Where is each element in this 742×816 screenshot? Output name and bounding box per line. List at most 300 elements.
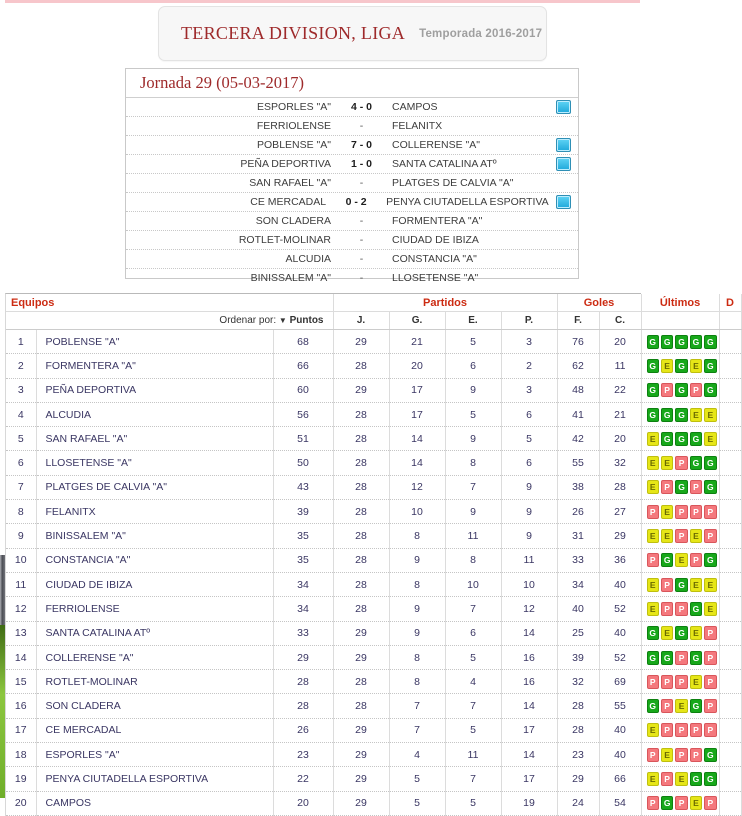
form-badge-p[interactable]: P <box>704 505 716 519</box>
row-points: 33 <box>273 621 333 645</box>
match-away-team: COLLERENSE "A" <box>392 139 480 151</box>
row-drawn: 11 <box>445 524 501 548</box>
row-points: 34 <box>273 597 333 621</box>
match-row[interactable] <box>126 231 578 250</box>
form-badge-p[interactable]: P <box>704 675 716 689</box>
form-badge-e[interactable]: E <box>690 529 702 543</box>
row-team-name[interactable]: FORMENTERA "A" <box>36 354 273 378</box>
tv-icon[interactable] <box>556 157 571 171</box>
row-won: 9 <box>389 597 445 621</box>
col-f[interactable]: F. <box>557 312 599 330</box>
form-badge-g[interactable]: G <box>661 553 673 567</box>
row-team-name[interactable]: BINISSALEM "A" <box>36 524 273 548</box>
form-badge-p[interactable]: P <box>704 651 716 665</box>
row-d-cell <box>719 645 741 669</box>
standings-group-header-row <box>6 294 741 312</box>
match-home-team: POBLENSE "A" <box>257 139 331 151</box>
sort-control[interactable] <box>6 312 333 330</box>
row-goals-for: 42 <box>557 427 599 451</box>
form-badge-g[interactable]: G <box>704 383 716 397</box>
row-points: 22 <box>273 767 333 791</box>
row-d-cell <box>719 597 741 621</box>
row-team-name[interactable]: LLOSETENSE "A" <box>36 451 273 475</box>
match-row[interactable] <box>126 212 578 231</box>
form-badge-e[interactable]: E <box>690 675 702 689</box>
row-won: 5 <box>389 791 445 815</box>
match-icon-cell <box>548 100 578 114</box>
row-played: 28 <box>333 475 389 499</box>
form-badge-p[interactable]: P <box>661 578 673 592</box>
table-row[interactable] <box>6 743 741 767</box>
form-badge-g[interactable]: G <box>661 335 673 349</box>
table-row[interactable] <box>6 378 741 402</box>
row-goals-against: 55 <box>599 694 641 718</box>
form-badge-p[interactable]: P <box>661 723 673 737</box>
row-position: 14 <box>6 645 36 669</box>
form-badge-g[interactable]: G <box>690 699 702 713</box>
form-badge-p[interactable]: P <box>675 505 687 519</box>
col-ultimos-sub <box>641 312 719 330</box>
match-away-team: LLOSETENSE "A" <box>392 272 479 284</box>
row-form-cell <box>641 597 719 621</box>
form-badge-p[interactable]: P <box>675 456 687 470</box>
row-position: 13 <box>6 621 36 645</box>
form-badge-g[interactable]: G <box>690 602 702 616</box>
row-form-cell <box>641 402 719 426</box>
col-j[interactable]: J. <box>333 312 389 330</box>
match-away-team: FELANITX <box>392 120 443 132</box>
table-row[interactable] <box>6 524 741 548</box>
row-goals-against: 40 <box>599 621 641 645</box>
row-goals-against: 20 <box>599 330 641 354</box>
match-row[interactable] <box>126 193 578 212</box>
form-badge-e[interactable]: E <box>690 626 702 640</box>
form-badge-p[interactable]: P <box>704 699 716 713</box>
form-badge-p[interactable]: P <box>690 748 702 762</box>
form-badge-p[interactable]: P <box>647 796 659 810</box>
row-goals-against: 28 <box>599 475 641 499</box>
table-row[interactable] <box>6 645 741 669</box>
form-badge-e[interactable]: E <box>704 602 716 616</box>
row-lost: 16 <box>501 645 557 669</box>
match-away-team: CONSTANCIA "A" <box>392 253 477 265</box>
row-team-name[interactable]: PLATGES DE CALVIA "A" <box>36 475 273 499</box>
row-goals-for: 28 <box>557 718 599 742</box>
row-points: 50 <box>273 451 333 475</box>
form-badge-p[interactable]: P <box>647 553 659 567</box>
row-team-name[interactable]: CAMPOS <box>36 791 273 815</box>
form-badge-g[interactable]: G <box>675 480 687 494</box>
form-badge-p[interactable]: P <box>661 602 673 616</box>
table-row[interactable] <box>6 670 741 694</box>
match-row[interactable] <box>126 98 578 117</box>
form-badge-g[interactable]: G <box>647 335 659 349</box>
row-team-name[interactable]: SANTA CATALINA ATº <box>36 621 273 645</box>
match-row[interactable] <box>126 155 578 174</box>
row-goals-against: 22 <box>599 378 641 402</box>
row-played: 28 <box>333 500 389 524</box>
form-badge-e[interactable]: E <box>661 359 673 373</box>
row-points: 35 <box>273 524 333 548</box>
form-badge-g[interactable]: G <box>647 383 659 397</box>
form-badge-e[interactable]: E <box>661 748 673 762</box>
row-lost: 16 <box>501 670 557 694</box>
form-badge-g[interactable]: G <box>704 456 716 470</box>
table-row[interactable] <box>6 500 741 524</box>
form-badge-e[interactable]: E <box>690 796 702 810</box>
row-form-cell <box>641 645 719 669</box>
row-drawn: 5 <box>445 330 501 354</box>
match-row[interactable] <box>126 174 578 193</box>
row-team-name[interactable]: POBLENSE "A" <box>36 330 273 354</box>
row-played: 28 <box>333 451 389 475</box>
row-points: 68 <box>273 330 333 354</box>
row-position: 5 <box>6 427 36 451</box>
form-badge-e[interactable]: E <box>647 578 659 592</box>
row-goals-against: 20 <box>599 427 641 451</box>
table-row[interactable] <box>6 330 741 354</box>
row-lost: 10 <box>501 572 557 596</box>
table-row[interactable] <box>6 767 741 791</box>
form-badge-e[interactable]: E <box>661 505 673 519</box>
row-d-cell <box>719 354 741 378</box>
form-badge-e[interactable]: E <box>661 456 673 470</box>
row-lost: 2 <box>501 354 557 378</box>
row-points: 28 <box>273 670 333 694</box>
form-badge-p[interactable]: P <box>675 602 687 616</box>
row-team-name[interactable]: COLLERENSE "A" <box>36 645 273 669</box>
form-badge-e[interactable]: E <box>704 578 716 592</box>
row-goals-for: 34 <box>557 572 599 596</box>
form-badge-e[interactable]: E <box>675 553 687 567</box>
form-badge-g[interactable]: G <box>704 772 716 786</box>
row-played: 29 <box>333 767 389 791</box>
row-d-cell <box>719 572 741 596</box>
row-points: 60 <box>273 378 333 402</box>
row-drawn: 11 <box>445 743 501 767</box>
form-badge-g[interactable]: G <box>661 796 673 810</box>
row-position: 11 <box>6 572 36 596</box>
table-row[interactable] <box>6 597 741 621</box>
form-badge-g[interactable]: G <box>675 335 687 349</box>
row-d-cell <box>719 524 741 548</box>
row-form-cell <box>641 791 719 815</box>
row-points: 29 <box>273 645 333 669</box>
table-row[interactable] <box>6 694 741 718</box>
col-c[interactable]: C. <box>599 312 641 330</box>
match-score: - <box>359 120 364 132</box>
form-badges <box>644 626 717 640</box>
match-away-team: FORMENTERA "A" <box>392 215 483 227</box>
form-badge-p[interactable]: P <box>661 675 673 689</box>
row-team-name[interactable]: CIUDAD DE IBIZA <box>36 572 273 596</box>
table-row[interactable] <box>6 354 741 378</box>
row-goals-for: 33 <box>557 548 599 572</box>
form-badge-g[interactable]: G <box>675 578 687 592</box>
row-goals-for: 62 <box>557 354 599 378</box>
col-g[interactable]: G. <box>389 312 445 330</box>
form-badge-e[interactable]: E <box>647 723 659 737</box>
form-badge-e[interactable]: E <box>675 772 687 786</box>
row-won: 8 <box>389 670 445 694</box>
form-badge-p[interactable]: P <box>661 699 673 713</box>
match-score: 7 - 0 <box>350 139 372 151</box>
form-badge-p[interactable]: P <box>675 796 687 810</box>
form-badge-g[interactable]: G <box>690 772 702 786</box>
form-badge-g[interactable]: G <box>647 699 659 713</box>
form-badge-e[interactable]: E <box>647 432 659 446</box>
row-form-cell <box>641 475 719 499</box>
row-goals-against: 69 <box>599 670 641 694</box>
form-badge-g[interactable]: G <box>690 432 702 446</box>
form-badge-g[interactable]: G <box>647 408 659 422</box>
row-form-cell <box>641 451 719 475</box>
sort-value[interactable]: Puntos <box>289 315 324 326</box>
form-badge-p[interactable]: P <box>675 675 687 689</box>
table-row[interactable] <box>6 548 741 572</box>
form-badge-p[interactable]: P <box>647 505 659 519</box>
table-row[interactable] <box>6 475 741 499</box>
row-points: 39 <box>273 500 333 524</box>
form-badge-g[interactable]: G <box>704 480 716 494</box>
row-points: 20 <box>273 791 333 815</box>
row-points: 28 <box>273 694 333 718</box>
form-badge-p[interactable]: P <box>675 651 687 665</box>
tv-icon[interactable] <box>556 100 571 114</box>
chevron-down-icon[interactable]: ▼ <box>278 316 287 325</box>
row-form-cell <box>641 427 719 451</box>
match-score: - <box>359 253 364 265</box>
form-badge-e[interactable]: E <box>690 578 702 592</box>
match-home-team: ROTLET-MOLINAR <box>238 234 331 246</box>
page-title: TERCERA DIVISION, LIGA <box>181 23 406 43</box>
form-badges <box>644 335 717 349</box>
match-row[interactable] <box>126 250 578 269</box>
row-lost: 3 <box>501 378 557 402</box>
form-badge-p[interactable]: P <box>675 748 687 762</box>
row-points: 35 <box>273 548 333 572</box>
match-row[interactable] <box>126 269 578 287</box>
form-badge-p[interactable]: P <box>675 529 687 543</box>
match-away-team: PENYA CIUTADELLA ESPORTIVA <box>386 196 549 208</box>
row-team-name[interactable]: CONSTANCIA "A" <box>36 548 273 572</box>
form-badge-p[interactable]: P <box>690 383 702 397</box>
row-won: 20 <box>389 354 445 378</box>
match-away-team: PLATGES DE CALVIA "A" <box>392 177 514 189</box>
form-badge-g[interactable]: G <box>704 359 716 373</box>
row-team-name[interactable]: PEÑA DEPORTIVA <box>36 378 273 402</box>
form-badge-e[interactable]: E <box>647 480 659 494</box>
form-badge-g[interactable]: G <box>675 408 687 422</box>
form-badge-g[interactable]: G <box>675 383 687 397</box>
row-goals-for: 76 <box>557 330 599 354</box>
row-position: 17 <box>6 718 36 742</box>
form-badge-g[interactable]: G <box>690 335 702 349</box>
form-badge-e[interactable]: E <box>690 408 702 422</box>
form-badges <box>644 675 717 689</box>
row-form-cell <box>641 378 719 402</box>
form-badge-p[interactable]: P <box>690 553 702 567</box>
row-team-name[interactable]: CE MERCADAL <box>36 718 273 742</box>
row-team-name[interactable]: FERRIOLENSE <box>36 597 273 621</box>
match-away-team: SANTA CATALINA ATº <box>392 158 497 170</box>
row-won: 10 <box>389 500 445 524</box>
top-accent-rule <box>0 0 640 3</box>
form-badge-e[interactable]: E <box>704 408 716 422</box>
row-team-name[interactable]: FELANITX <box>36 500 273 524</box>
row-played: 29 <box>333 378 389 402</box>
row-goals-for: 39 <box>557 645 599 669</box>
form-badge-p[interactable]: P <box>704 626 716 640</box>
form-badges <box>644 480 717 494</box>
match-home-team: BINISSALEM "A" <box>250 272 331 284</box>
row-position: 7 <box>6 475 36 499</box>
form-badge-g[interactable]: G <box>704 748 716 762</box>
row-lost: 6 <box>501 402 557 426</box>
form-badges <box>644 699 717 713</box>
table-row[interactable] <box>6 621 741 645</box>
table-row[interactable] <box>6 791 741 815</box>
match-score: 1 - 0 <box>350 158 372 170</box>
row-played: 28 <box>333 670 389 694</box>
row-goals-against: 32 <box>599 451 641 475</box>
match-icon-cell <box>548 157 578 171</box>
row-goals-for: 32 <box>557 670 599 694</box>
form-badge-p[interactable]: P <box>661 772 673 786</box>
form-badge-g[interactable]: G <box>675 359 687 373</box>
row-form-cell <box>641 572 719 596</box>
row-goals-for: 40 <box>557 597 599 621</box>
row-won: 8 <box>389 572 445 596</box>
row-goals-against: 27 <box>599 500 641 524</box>
row-played: 28 <box>333 548 389 572</box>
form-badge-e[interactable]: E <box>647 772 659 786</box>
match-score: 4 - 0 <box>350 101 372 113</box>
row-lost: 12 <box>501 597 557 621</box>
row-d-cell <box>719 451 741 475</box>
match-home-team: SAN RAFAEL "A" <box>249 177 331 189</box>
row-team-name[interactable]: ALCUDIA <box>36 402 273 426</box>
form-badge-g[interactable]: G <box>690 456 702 470</box>
row-goals-against: 66 <box>599 767 641 791</box>
form-badge-g[interactable]: G <box>647 359 659 373</box>
table-row[interactable] <box>6 718 741 742</box>
form-badge-e[interactable]: E <box>661 626 673 640</box>
header-partidos: Partidos <box>333 294 557 312</box>
row-won: 14 <box>389 451 445 475</box>
table-row[interactable] <box>6 402 741 426</box>
form-badge-p[interactable]: P <box>675 723 687 737</box>
form-badge-g[interactable]: G <box>661 432 673 446</box>
form-badge-e[interactable]: E <box>690 359 702 373</box>
form-badges <box>644 408 717 422</box>
header-equipos[interactable]: Equipos <box>6 294 333 312</box>
form-badge-g[interactable]: G <box>704 553 716 567</box>
form-badge-p[interactable]: P <box>690 505 702 519</box>
form-badge-g[interactable]: G <box>661 408 673 422</box>
row-won: 9 <box>389 548 445 572</box>
row-team-name[interactable]: ESPORLES "A" <box>36 743 273 767</box>
col-e[interactable]: E. <box>445 312 501 330</box>
row-position: 1 <box>6 330 36 354</box>
match-icon-cell <box>548 138 578 152</box>
row-played: 28 <box>333 354 389 378</box>
col-p[interactable]: P. <box>501 312 557 330</box>
form-badge-g[interactable]: G <box>647 651 659 665</box>
table-row[interactable] <box>6 451 741 475</box>
form-badge-g[interactable]: G <box>690 651 702 665</box>
form-badge-e[interactable]: E <box>675 699 687 713</box>
form-badge-p[interactable]: P <box>647 675 659 689</box>
form-badge-e[interactable]: E <box>647 602 659 616</box>
form-badge-p[interactable]: P <box>690 480 702 494</box>
form-badge-g[interactable]: G <box>675 626 687 640</box>
row-drawn: 8 <box>445 548 501 572</box>
match-home-team: ALCUDIA <box>285 253 331 265</box>
row-played: 28 <box>333 524 389 548</box>
row-won: 8 <box>389 524 445 548</box>
form-badge-p[interactable]: P <box>661 480 673 494</box>
match-home-team: FERRIOLENSE <box>256 120 331 132</box>
row-lost: 5 <box>501 427 557 451</box>
standings-table <box>6 294 742 816</box>
match-list <box>126 98 578 287</box>
row-position: 4 <box>6 402 36 426</box>
row-won: 14 <box>389 427 445 451</box>
form-badge-g[interactable]: G <box>704 335 716 349</box>
row-lost: 14 <box>501 621 557 645</box>
form-badge-p[interactable]: P <box>690 723 702 737</box>
form-badge-e[interactable]: E <box>704 432 716 446</box>
table-row[interactable] <box>6 572 741 596</box>
match-score: - <box>359 215 364 227</box>
row-team-name[interactable]: SON CLADERA <box>36 694 273 718</box>
form-badges <box>644 602 717 616</box>
row-team-name[interactable]: SAN RAFAEL "A" <box>36 427 273 451</box>
form-badge-p[interactable]: P <box>704 723 716 737</box>
row-form-cell <box>641 718 719 742</box>
form-badge-e[interactable]: E <box>647 529 659 543</box>
form-badge-g[interactable]: G <box>647 626 659 640</box>
tv-icon[interactable] <box>556 138 571 152</box>
form-badge-e[interactable]: E <box>647 456 659 470</box>
row-goals-for: 26 <box>557 500 599 524</box>
row-position: 3 <box>6 378 36 402</box>
row-goals-for: 25 <box>557 621 599 645</box>
form-badge-g[interactable]: G <box>675 432 687 446</box>
form-badge-e[interactable]: E <box>661 529 673 543</box>
tv-icon[interactable] <box>556 195 571 209</box>
match-row[interactable] <box>126 117 578 136</box>
form-badge-g[interactable]: G <box>661 651 673 665</box>
form-badge-p[interactable]: P <box>704 796 716 810</box>
row-played: 28 <box>333 572 389 596</box>
form-badge-p[interactable]: P <box>704 529 716 543</box>
row-team-name[interactable]: ROTLET-MOLINAR <box>36 670 273 694</box>
form-badge-p[interactable]: P <box>647 748 659 762</box>
row-team-name[interactable]: PENYA CIUTADELLA ESPORTIVA <box>36 767 273 791</box>
row-goals-against: 52 <box>599 597 641 621</box>
form-badges <box>644 723 717 737</box>
row-points: 51 <box>273 427 333 451</box>
row-played: 29 <box>333 718 389 742</box>
table-row[interactable] <box>6 427 741 451</box>
form-badge-p[interactable]: P <box>661 383 673 397</box>
row-points: 56 <box>273 402 333 426</box>
row-points: 23 <box>273 743 333 767</box>
match-row[interactable] <box>126 136 578 155</box>
row-played: 29 <box>333 621 389 645</box>
